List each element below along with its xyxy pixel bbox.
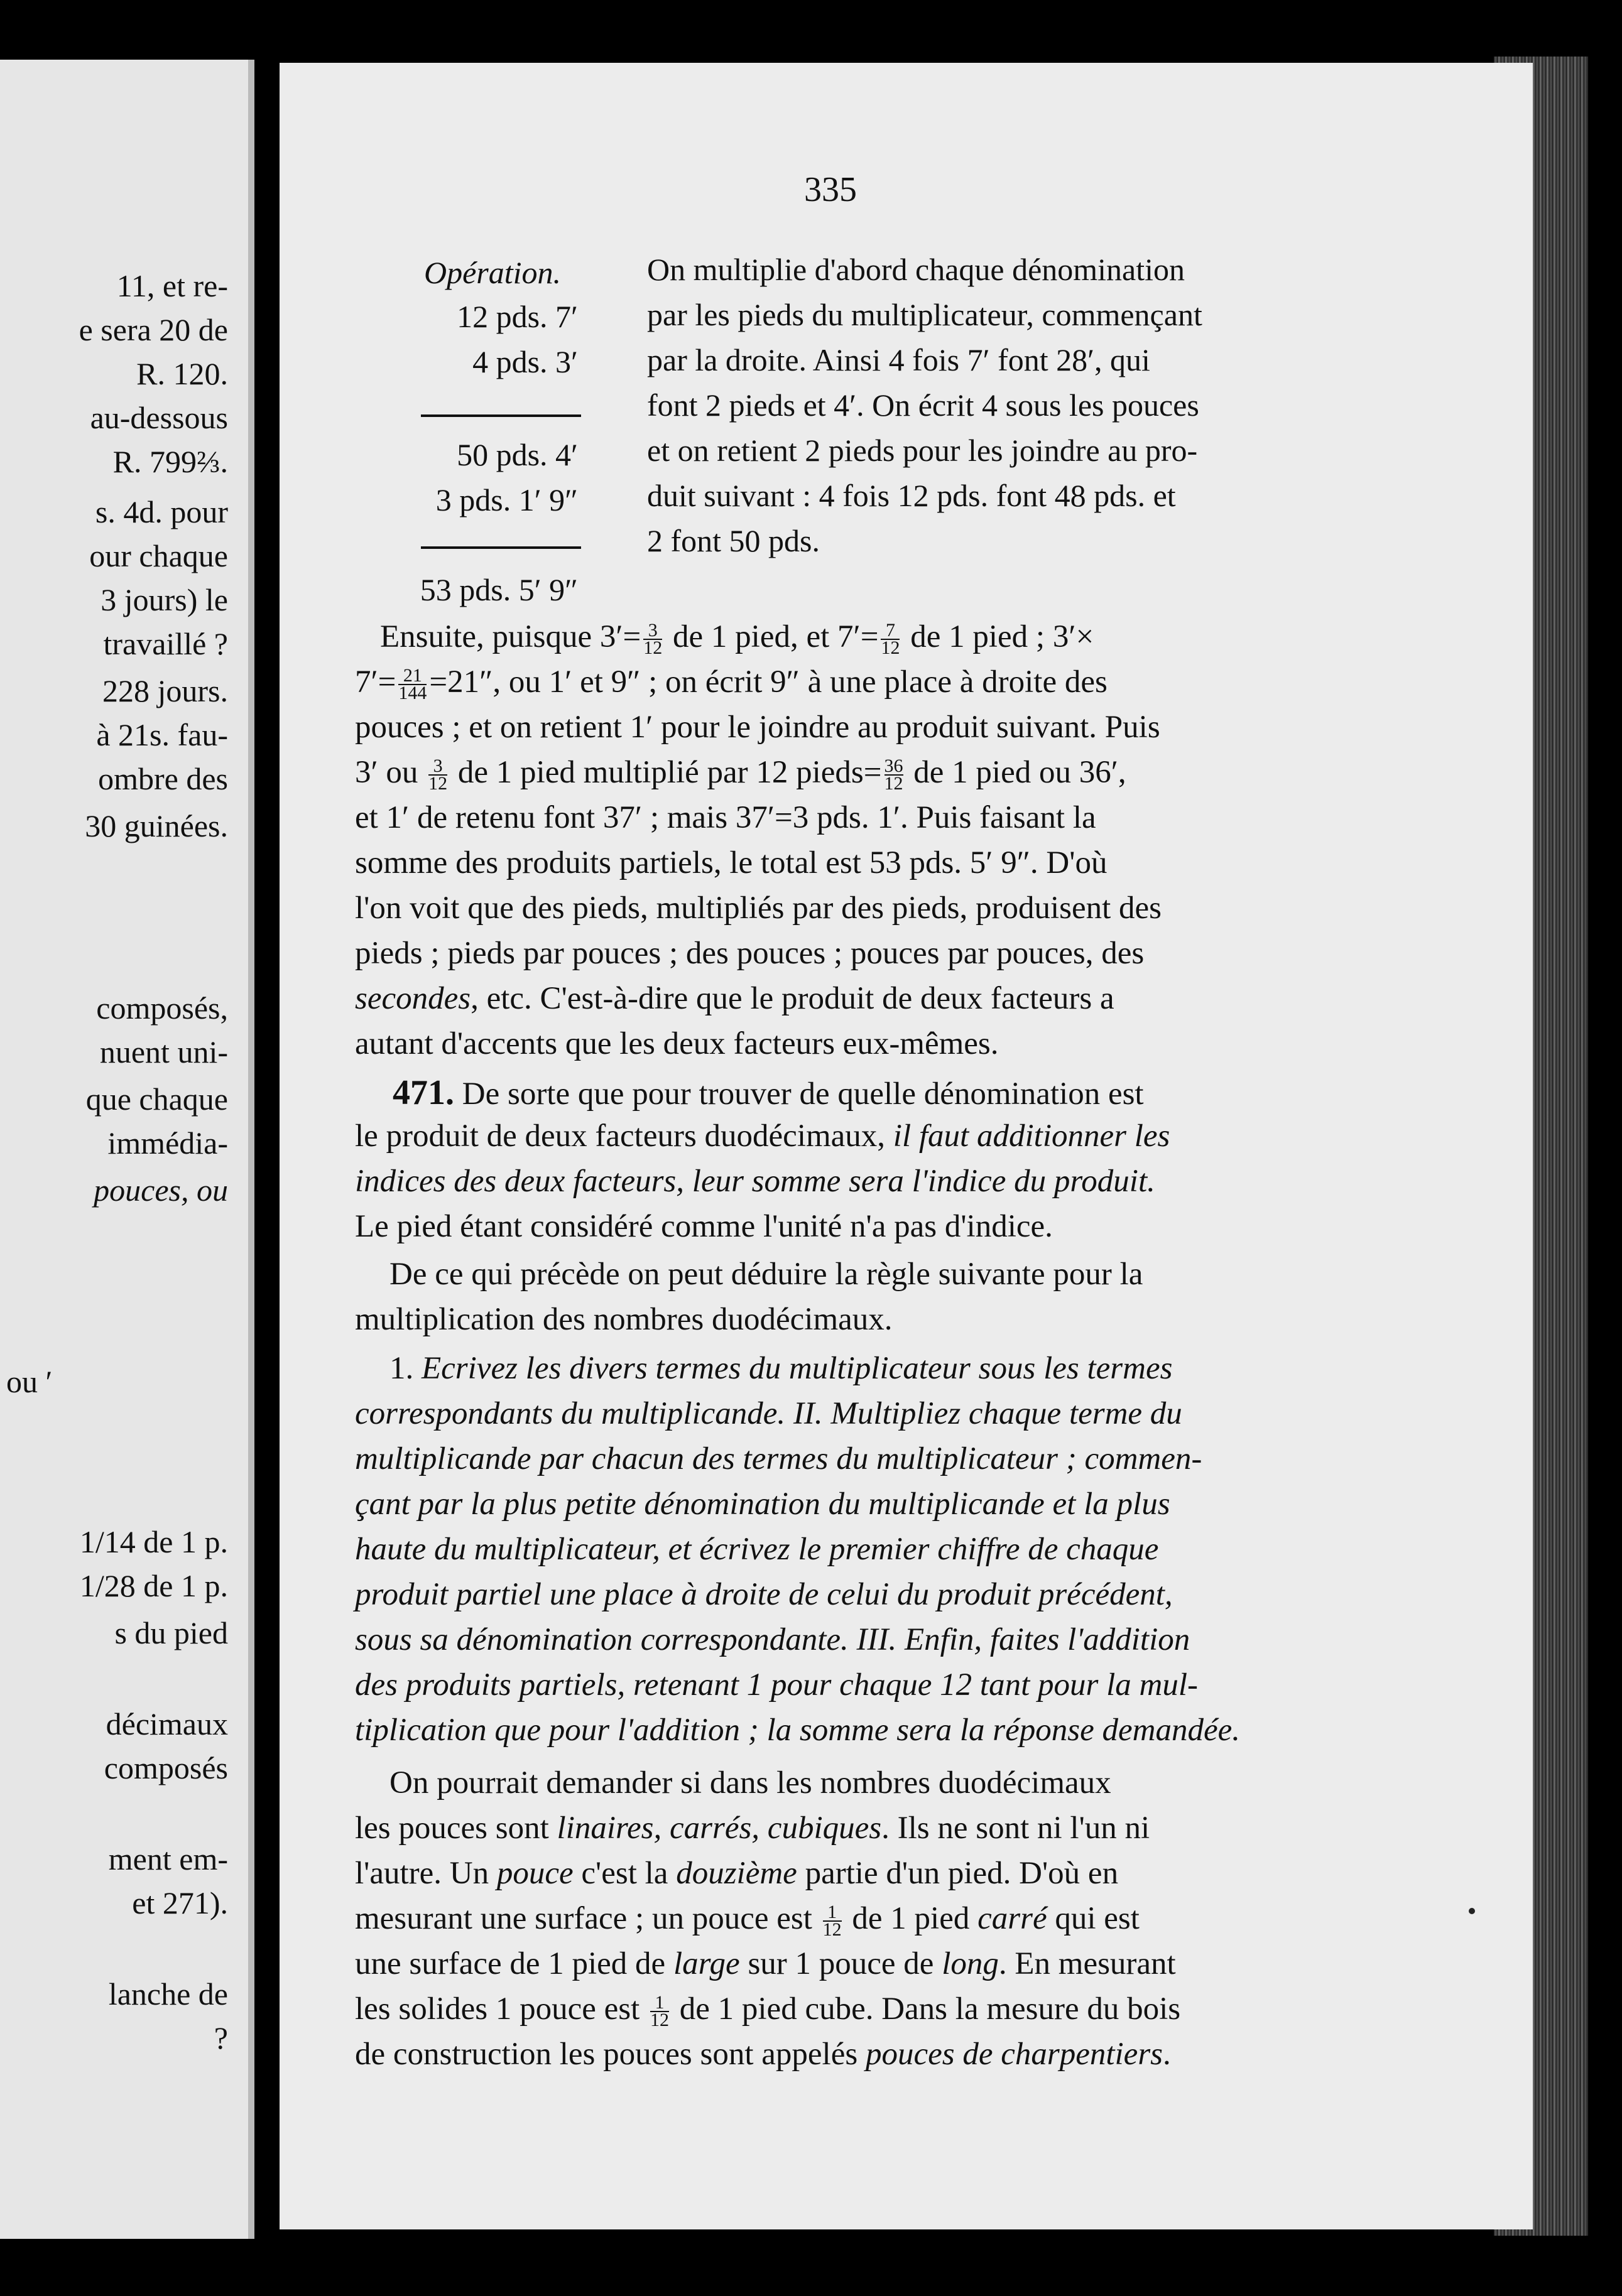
explanation-line: duit suivant : 4 fois 12 pds. font 48 pds. et [647, 478, 1176, 513]
fraction: $\frac{1}{12}$ [650, 1992, 669, 2031]
text-line: des produits partiels, retenant 1 pour chaque 12 tant pour la mul- [355, 1667, 1198, 1703]
text-line: Ensuite, puisque 3′= $\frac{3}{12}$ de 1 pied, et 7′= $\frac{7}{12}$ de 1 pied ; 3′× [380, 619, 1094, 659]
text-line: indices des deux facteurs, leur somme sera l'indice du produit. [355, 1164, 1155, 1199]
left-facing-page [0, 60, 254, 2239]
left-line: lanche de [108, 1976, 228, 2012]
text-line: de construction les pouces sont appelés pouces de charpentiers. [355, 2037, 1171, 2072]
operation-rule [421, 414, 581, 417]
text-line: 3′ ou $\frac{3}{12}$ de 1 pied multiplié par 12 pieds= $\frac{36}{12}$ de 1 pied ou 36′, [355, 755, 1126, 794]
fraction: $\frac{1}{12}$ [822, 1902, 842, 1941]
text-line: et 1′ de retenu font 37′ ; mais 37′=3 pds. 1′. Puis faisant la [355, 800, 1096, 835]
text-line: sous sa dénomination correspondante. III. Enfin, faites l'addition [355, 1622, 1190, 1657]
left-line: pouces, ou [94, 1172, 228, 1208]
text-line: mesurant une surface ; un pouce est $\frac{1}{12}$ de 1 pied carré qui est [355, 1901, 1140, 1941]
left-line: au-dessous [90, 400, 228, 435]
left-line: 1/14 de 1 p. [79, 1524, 228, 1559]
fraction: $\frac{3}{12}$ [643, 620, 663, 659]
left-line: composés [104, 1750, 228, 1785]
text-line: pouces ; et on retient 1′ pour le joindre au produit suivant. Puis [355, 710, 1160, 745]
text-line: tiplication que pour l'addition ; la somme sera la réponse demandée. [355, 1713, 1240, 1748]
left-line: 11, et re- [116, 268, 228, 303]
left-line: décimaux [106, 1706, 228, 1741]
book-page [280, 63, 1533, 2229]
explanation-line: font 2 pieds et 4′. On écrit 4 sous les pouces [647, 387, 1199, 423]
operation-row: 53 pds. 5′ 9″ [420, 572, 578, 607]
text-line: produit partiel une place à droite de celui du produit précédent, [355, 1577, 1173, 1612]
text-line: l'autre. Un pouce c'est la douzième partie d'un pied. D'où en [355, 1856, 1119, 1891]
left-line: composés, [96, 990, 228, 1026]
text-line: De ce qui précède on peut déduire la règle suivante pour la [389, 1257, 1143, 1292]
text-line: 7′= $\frac{21}{144}$ =21″, ou 1′ et 9″ ; on écrit 9″ à une place à droite des [355, 664, 1108, 704]
left-line: e sera 20 de [79, 312, 228, 347]
text-line: çant par la plus petite dénomination du multiplicande et la plus [355, 1486, 1170, 1522]
fraction: $\frac{36}{12}$ [884, 755, 903, 794]
text-line: le produit de deux facteurs duodécimaux, il faut additionner les [355, 1118, 1170, 1154]
text-line: multiplication des nombres duodécimaux. [355, 1302, 893, 1337]
text-line: 471. De sorte que pour trouver de quelle dénomination est [393, 1073, 1144, 1112]
text-line: les pouces sont linaires, carrés, cubiques. Ils ne sont ni l'un ni [355, 1811, 1150, 1846]
text-line: l'on voit que des pieds, multipliés par des pieds, produisent des [355, 891, 1162, 926]
text-line: les solides 1 pouce est $\frac{1}{12}$ de 1 pied cube. Dans la mesure du bois [355, 1991, 1181, 2031]
operation-row: 4 pds. 3′ [472, 344, 578, 379]
text-line: haute du multiplicateur, et écrivez le premier chiffre de chaque [355, 1532, 1159, 1567]
explanation-line: par la droite. Ainsi 4 fois 7′ font 28′, qui [647, 342, 1150, 377]
text-line: multiplicande par chacun des termes du multiplicateur ; commen- [355, 1441, 1202, 1476]
text-line: somme des produits partiels, le total est 53 pds. 5′ 9″. D'où [355, 845, 1108, 880]
left-line: à 21s. fau- [96, 717, 228, 752]
text-line: Le pied étant considéré comme l'unité n'a pas d'indice. [355, 1209, 1053, 1244]
operation-row: 12 pds. 7′ [457, 299, 578, 334]
left-line: travaillé ? [103, 626, 228, 661]
explanation-line: par les pieds du multiplicateur, commençant [647, 297, 1202, 332]
ink-speck [1469, 1908, 1475, 1914]
left-line: ment em- [108, 1841, 228, 1876]
left-line: 1/28 de 1 p. [79, 1568, 228, 1603]
page-number: 335 [804, 170, 857, 209]
left-line: 228 jours. [102, 673, 228, 708]
section-number: 471. [393, 1073, 454, 1112]
left-line: nuent uni- [99, 1034, 228, 1069]
text-line: une surface de 1 pied de large sur 1 pouce de long. En mesurant [355, 1946, 1176, 1981]
text-line: On pourrait demander si dans les nombres duodécimaux [389, 1765, 1111, 1801]
left-line: que chaque [85, 1081, 228, 1117]
left-line: s. 4d. pour [95, 494, 228, 529]
explanation-line: et on retient 2 pieds pour les joindre au pro- [647, 433, 1198, 468]
left-line: R. 799⅔. [112, 444, 228, 479]
explanation-line: On multiplie d'abord chaque dénomination [647, 252, 1185, 287]
operation-row: 3 pds. 1′ 9″ [435, 482, 578, 517]
text-line: 1. Ecrivez les divers termes du multiplicateur sous les termes [389, 1351, 1173, 1386]
left-line: ? [214, 2020, 228, 2055]
left-line: et 271). [132, 1885, 228, 1920]
explanation-line: 2 font 50 pds. [647, 523, 820, 558]
left-line: 3 jours) le [101, 582, 228, 617]
operation-rule [421, 546, 581, 549]
operation-row: 50 pds. 4′ [457, 437, 578, 472]
fraction: $\frac{7}{12}$ [881, 620, 900, 659]
left-line: s du pied [114, 1615, 228, 1650]
text-line: autant d'accents que les deux facteurs eux-mêmes. [355, 1026, 999, 1061]
text-line: pieds ; pieds par pouces ; des pouces ; pouces par pouces, des [355, 936, 1145, 971]
operation-title: Opération. [424, 255, 562, 290]
fraction: $\frac{21}{144}$ [398, 665, 427, 704]
left-line: immédia- [107, 1125, 228, 1161]
left-line: R. 120. [136, 356, 228, 391]
left-line: ombre des [98, 761, 228, 796]
left-line: ou ′ [6, 1364, 53, 1399]
left-line: our chaque [89, 538, 228, 573]
left-line: 30 guinées. [85, 808, 228, 843]
fraction: $\frac{3}{12}$ [428, 755, 448, 794]
text-line: secondes, etc. C'est-à-dire que le produit de deux facteurs a [355, 981, 1114, 1016]
text-line: correspondants du multiplicande. II. Multipliez chaque terme du [355, 1396, 1182, 1431]
